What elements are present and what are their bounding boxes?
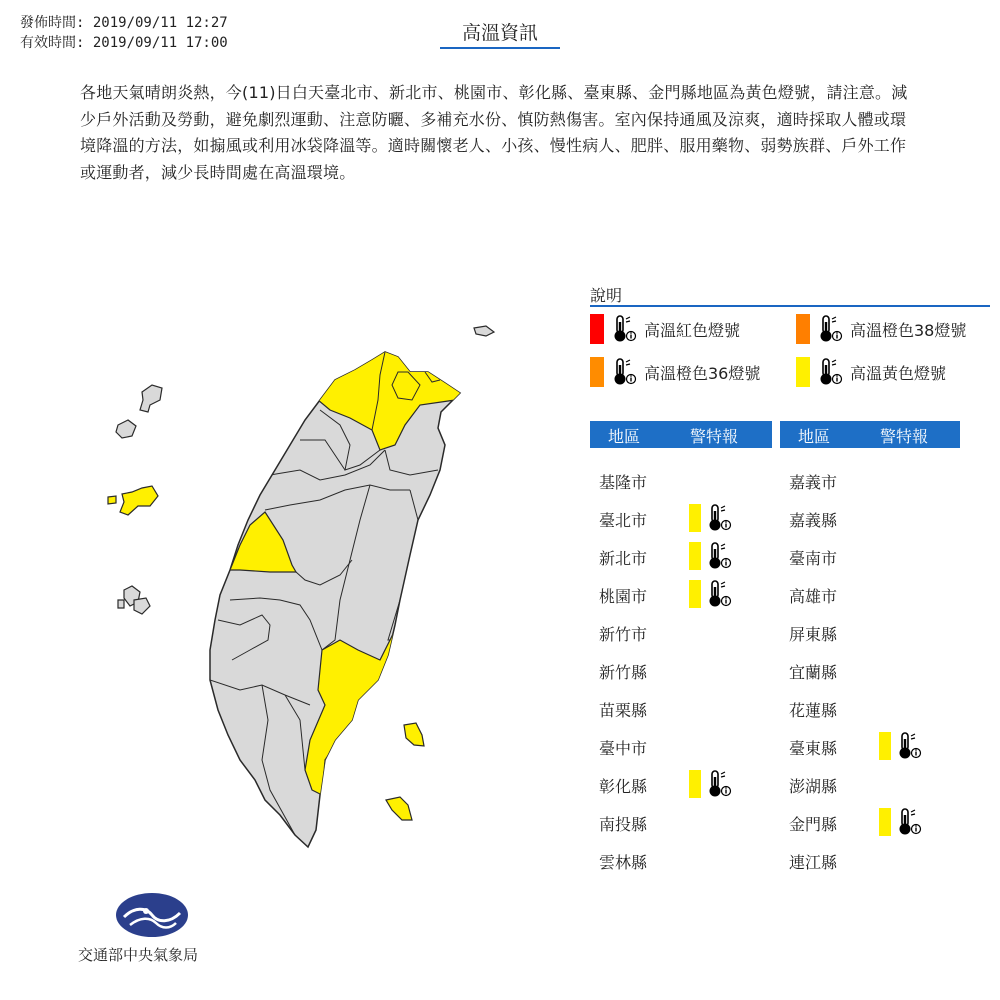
header-warning: 警特報	[690, 427, 739, 446]
region-name: 花蓮縣	[789, 701, 838, 720]
region-name: 桃園市	[599, 587, 648, 606]
table-header-left	[590, 421, 772, 448]
region-name: 嘉義縣	[789, 511, 838, 530]
region-name: 臺東縣	[789, 739, 838, 758]
penghu-island-3	[108, 496, 116, 504]
matsu-island-3	[134, 598, 150, 614]
yellow-warning-flag	[689, 504, 701, 532]
region-name: 臺中市	[599, 739, 648, 758]
legend-label-orange36: 高溫橙色36燈號	[644, 363, 761, 383]
region-name: 澎湖縣	[789, 777, 838, 796]
yellow-warning-flag	[879, 808, 891, 836]
region-name: 高雄市	[789, 587, 838, 606]
legend-swatch-red	[590, 314, 604, 344]
cwb-logo	[116, 893, 188, 937]
region-name: 新竹市	[599, 625, 648, 644]
thermometer-icon	[612, 314, 638, 344]
thermometer-icon	[707, 769, 733, 799]
legend-item-yellow	[796, 357, 946, 387]
legend-label-yellow: 高溫黃色燈號	[850, 363, 947, 383]
region-name: 嘉義市	[789, 473, 838, 492]
region-name: 臺北市	[599, 511, 648, 530]
legend-swatch-orange36	[590, 357, 604, 387]
thermometer-icon	[707, 579, 733, 609]
description-text: 各地天氣晴朗炎熱，今(11)日白天臺北市、新北市、桃園市、彰化縣、臺東縣、金門縣地區為黃色燈號，請注意。減少戶外活動及勞動，避免劇烈運動、注意防曬、多補充水份、慎防熱傷害。室內保持通風及涼爽，適時採取人體或環境降溫的方法，如搧風或利用冰袋降溫等。適時關懷老人、小孩、慢性病人、肥胖、服用藥物、弱勢族群、戶外工作或運動者，減少長時間處在高溫環境。	[80, 83, 908, 182]
issue-time: 發佈時間: 2019/09/11 12:27	[20, 15, 228, 31]
region-name: 彰化縣	[599, 777, 648, 796]
thermometer-icon	[897, 731, 923, 761]
header-region: 地區	[798, 427, 831, 446]
thermometer-icon	[707, 541, 733, 571]
thermometer-icon	[897, 807, 923, 837]
region-name: 基隆市	[599, 473, 648, 492]
legend-divider	[590, 305, 990, 307]
region-name: 宜蘭縣	[789, 663, 838, 682]
legend-item-orange36	[590, 357, 760, 387]
matsu-island-2	[118, 600, 124, 608]
legend-item-orange38	[796, 314, 966, 344]
header-region: 地區	[608, 427, 641, 446]
region-name: 新北市	[599, 549, 648, 568]
header-warning: 警特報	[880, 427, 929, 446]
yellow-warning-flag	[689, 580, 701, 608]
legend-title: 說明	[590, 286, 623, 305]
legend-swatch-orange38	[796, 314, 810, 344]
yellow-warning-flag	[879, 732, 891, 760]
valid-time: 有效時間: 2019/09/11 17:00	[20, 35, 228, 51]
region-name: 金門縣	[789, 815, 838, 834]
table-header-right	[780, 421, 960, 448]
agency-name: 交通部中央氣象局	[78, 946, 199, 964]
thermometer-icon	[612, 357, 638, 387]
thermometer-icon	[707, 503, 733, 533]
thermometer-icon	[818, 357, 844, 387]
orchid-island	[386, 797, 412, 820]
pengjia-islet	[474, 326, 494, 336]
thermometer-icon	[818, 314, 844, 344]
region-name: 連江縣	[789, 853, 838, 872]
page-title: 高溫資訊	[440, 18, 560, 49]
penghu-island-1	[140, 385, 162, 412]
legend-label-red: 高溫紅色燈號	[644, 320, 741, 340]
region-name: 臺南市	[789, 549, 838, 568]
kinmen-island	[120, 486, 158, 515]
green-island	[404, 723, 424, 746]
main-island	[210, 352, 460, 847]
region-name: 南投縣	[599, 815, 648, 834]
yellow-warning-flag	[689, 542, 701, 570]
legend-label-orange38: 高溫橙色38燈號	[850, 320, 967, 340]
penghu-island-2	[116, 420, 136, 438]
legend-item-red	[590, 314, 740, 344]
region-name: 屏東縣	[789, 625, 838, 644]
yellow-warning-flag	[689, 770, 701, 798]
region-name: 新竹縣	[599, 663, 648, 682]
region-name: 雲林縣	[599, 853, 648, 872]
legend-swatch-yellow	[796, 357, 810, 387]
region-name: 苗栗縣	[599, 701, 648, 720]
